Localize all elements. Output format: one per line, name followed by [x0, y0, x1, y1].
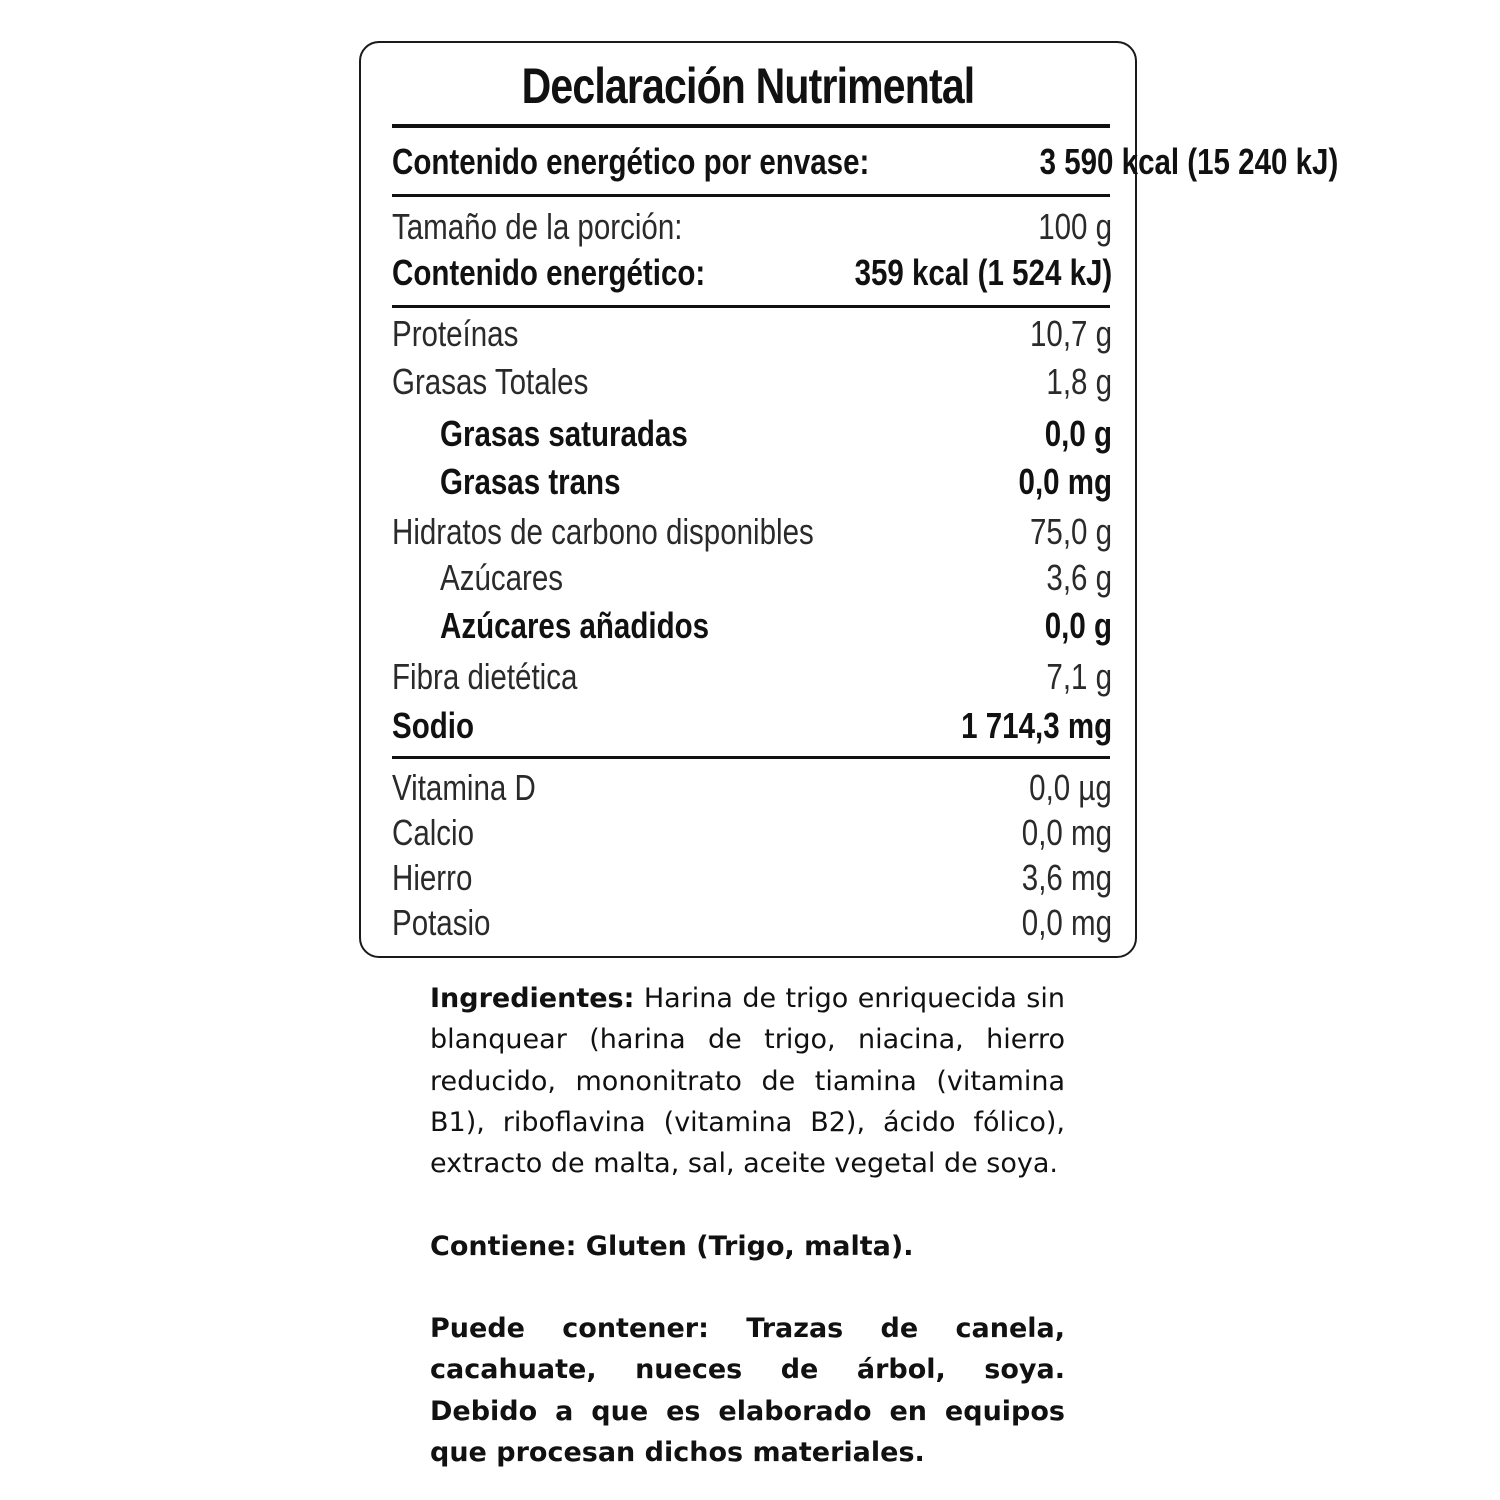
ingredients-paragraph: [430, 978, 1065, 1184]
serving-size-value: 100 g: [1038, 206, 1112, 247]
divider-energy: [392, 194, 1110, 197]
serving-energy-value: 359 kcal (1 524 kJ): [854, 252, 1112, 293]
micronutrient-label: Potasio: [392, 902, 491, 943]
serving-energy-row: [392, 250, 1112, 296]
nutrient-label: Azúcares añadidos: [440, 605, 710, 646]
micronutrient-label: Calcio: [392, 812, 475, 853]
micronutrient-value: 0,0 µg: [1029, 767, 1112, 808]
nutrient-value: 1,8 g: [1046, 361, 1112, 402]
panel-title: Declaración Nutrimental: [521, 58, 975, 114]
nutrient-label: Azúcares: [440, 557, 564, 598]
nutrient-value: 10,7 g: [1029, 313, 1112, 354]
serving-size-row: [392, 204, 1112, 250]
nutrient-row-grasas-totales: [392, 359, 1112, 405]
nutrient-value: 0,0 mg: [1018, 461, 1112, 502]
nutrient-value: 0,0 g: [1044, 413, 1112, 454]
nutrition-facts-panel: [359, 41, 1339, 958]
nutrient-row-azucares-anadidos: [392, 603, 1112, 649]
nutrient-value: 1 714,3 mg: [961, 705, 1112, 746]
divider-micronutrients: [392, 756, 1110, 759]
nutrient-row-proteinas: [392, 311, 1112, 357]
micronutrient-row-vitamina-d: [392, 765, 1112, 811]
micronutrient-value: 3,6 mg: [1021, 857, 1112, 898]
nutrient-row-sodio: [392, 703, 1112, 749]
nutrient-row-azucares: [392, 555, 1112, 601]
nutrient-row-fibra: [392, 654, 1112, 700]
nutrient-label: Hidratos de carbono disponibles: [392, 511, 814, 552]
nutrient-row-grasas-saturadas: [392, 411, 1112, 457]
micronutrient-value: 0,0 mg: [1021, 902, 1112, 943]
nutrient-label: Grasas trans: [440, 461, 621, 502]
energy-per-package-label: Contenido energético por envase:: [392, 141, 870, 182]
micronutrient-row-hierro: [392, 855, 1112, 901]
nutrient-label: Grasas saturadas: [440, 413, 688, 454]
serving-size-label: Tamaño de la porción:: [392, 206, 683, 247]
divider-top: [392, 124, 1110, 128]
micronutrient-row-calcio: [392, 810, 1112, 856]
nutrient-label: Fibra dietética: [392, 656, 578, 697]
nutrient-label: Grasas Totales: [392, 361, 589, 402]
micronutrient-label: Vitamina D: [392, 767, 536, 808]
micronutrient-row-potasio: [392, 900, 1112, 946]
ingredients-text: Harina de trigo enriquecida sin blanquear (harina de trigo, niacina, hierro reducido, mononitrato de tiamina (vitamina B1), riboflavina (vitamina B2), ácido fólico), extracto de malta, sal, aceite vegetal de soya.: [430, 983, 1065, 1180]
micronutrient-value: 0,0 mg: [1021, 812, 1112, 853]
nutrient-row-hidratos: [392, 509, 1112, 555]
nutrient-value: 3,6 g: [1046, 557, 1112, 598]
serving-energy-label: Contenido energético:: [392, 252, 706, 293]
nutrient-label: Sodio: [392, 705, 474, 746]
energy-per-package-value: 3 590 kcal (15 240 kJ): [1039, 141, 1339, 182]
contains-allergens: Contiene: Gluten (Trigo, malta).: [430, 1231, 914, 1262]
nutrient-value: 75,0 g: [1029, 511, 1112, 552]
nutrient-label: Proteínas: [392, 313, 519, 354]
ingredients-heading: Ingredientes:: [430, 983, 635, 1014]
nutrient-value: 0,0 g: [1044, 605, 1112, 646]
may-contain-allergens: Puede contener: Trazas de canela, cacahuate, nueces de árbol, soya. Debido a que es elaborado en equipos que procesan dichos materiales.: [430, 1313, 1065, 1468]
divider-serving: [392, 305, 1110, 308]
nutrient-value: 7,1 g: [1046, 656, 1112, 697]
nutrient-row-grasas-trans: [392, 459, 1112, 505]
micronutrient-label: Hierro: [392, 857, 473, 898]
energy-per-package-row: [392, 139, 1339, 185]
